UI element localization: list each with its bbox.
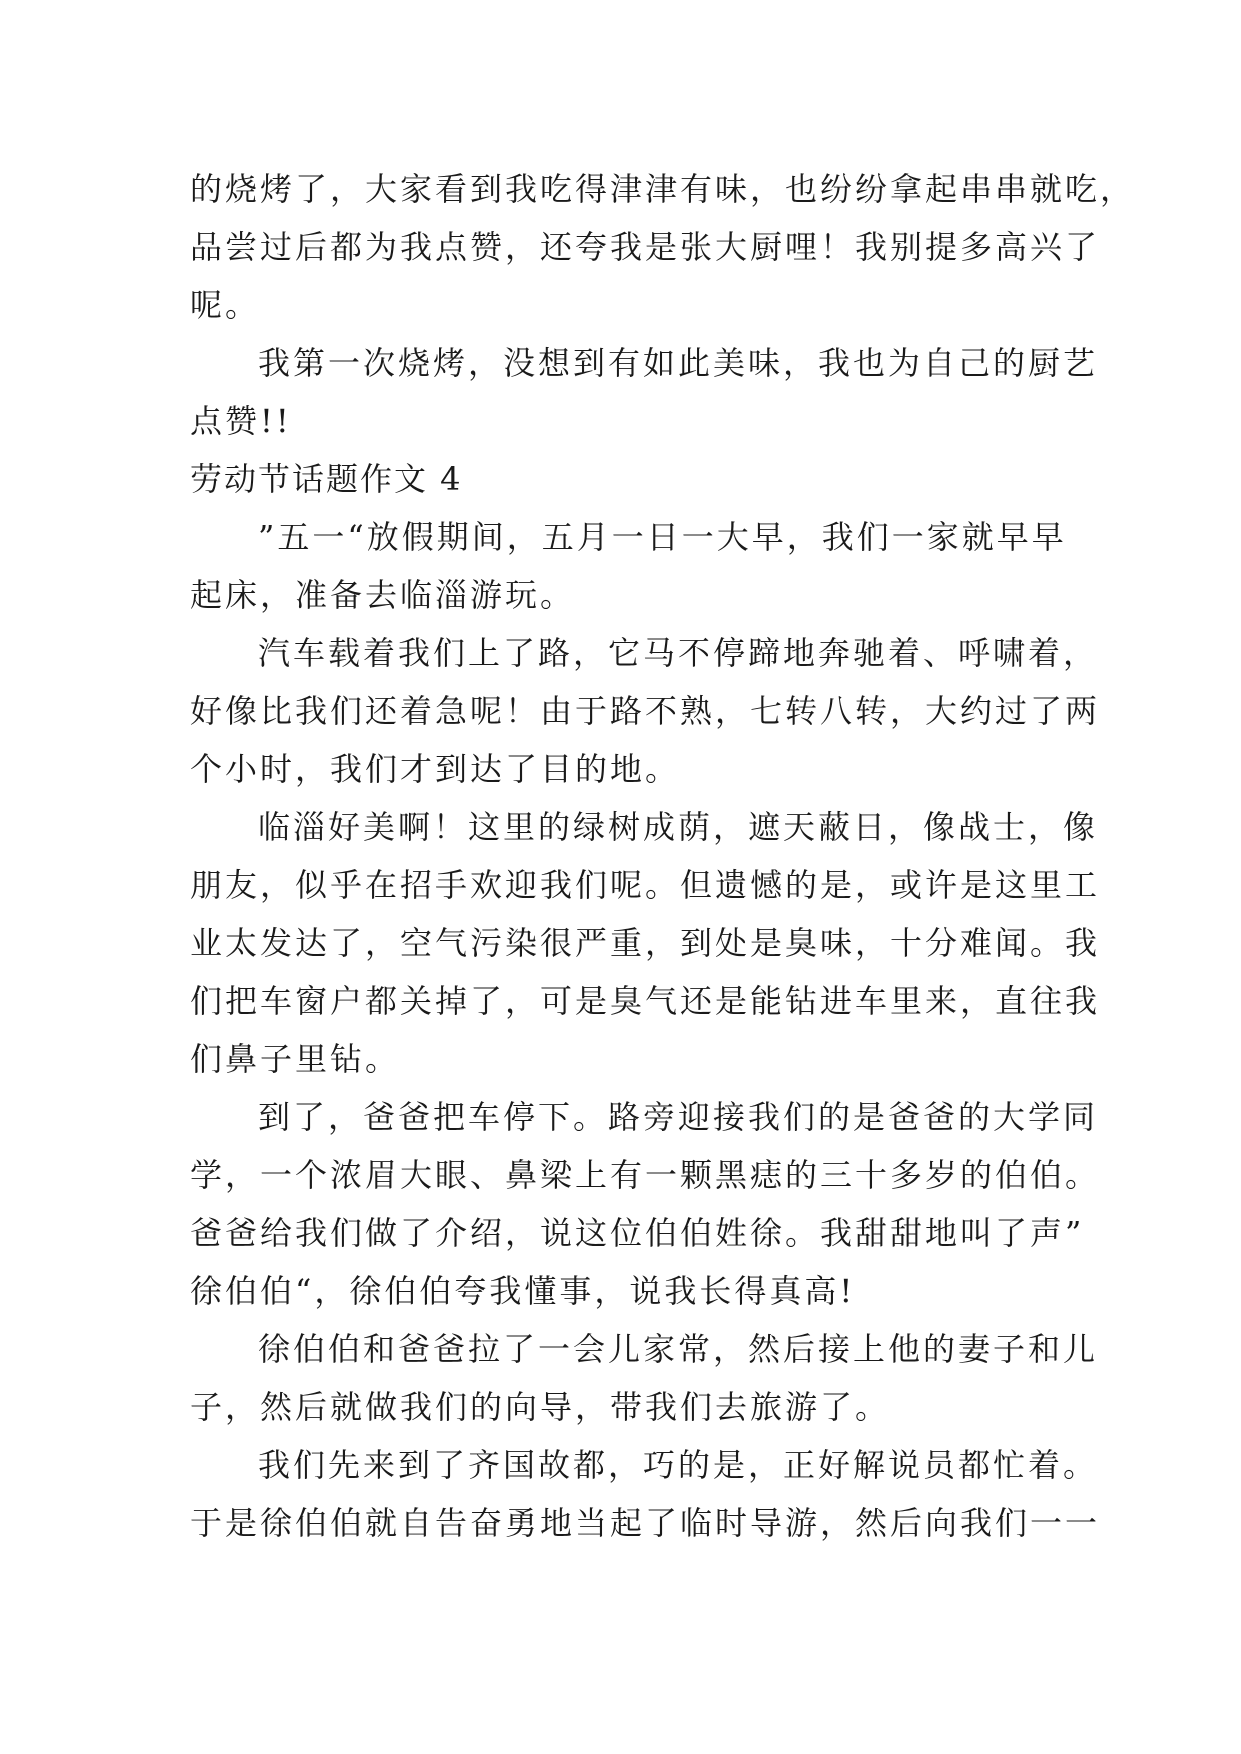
text-line: 爸爸给我们做了介绍，说这位伯伯姓徐。我甜甜地叫了声” bbox=[190, 1214, 1085, 1252]
text-line: 起床，准备去临淄游玩。 bbox=[190, 576, 576, 614]
text-line: 于是徐伯伯就自告奋勇地当起了临时导游，然后向我们一一 bbox=[190, 1504, 1101, 1542]
text-line: 学，一个浓眉大眼、鼻梁上有一颗黑痣的三十多岁的伯伯。 bbox=[190, 1156, 1101, 1194]
text-line: 子，然后就做我们的向导，带我们去旅游了。 bbox=[190, 1388, 891, 1426]
text-line: 好像比我们还着急呢！由于路不熟，七转八转，大约过了两 bbox=[190, 692, 1101, 730]
paragraph-start-line: 临淄好美啊！这里的绿树成荫，遮天蔽日，像战士，像 bbox=[258, 808, 1099, 846]
text-line: 的烧烤了，大家看到我吃得津津有味，也纷纷拿起串串就吃， bbox=[190, 170, 1136, 208]
text-line: 们把车窗户都关掉了，可是臭气还是能钻进车里来，直往我 bbox=[190, 982, 1101, 1020]
text-line: 品尝过后都为我点赞，还夸我是张大厨哩！我别提多高兴了 bbox=[190, 228, 1101, 266]
paragraph-start-line: 汽车载着我们上了路，它马不停蹄地奔驰着、呼啸着， bbox=[258, 634, 1099, 672]
paragraph-start-line: ”五一“放假期间，五月一日一大早，我们一家就早早 bbox=[258, 518, 1067, 556]
section-heading: 劳动节话题作文 4 bbox=[190, 460, 463, 498]
text-line: 呢。 bbox=[190, 286, 261, 324]
text-line: 个小时，我们才到达了目的地。 bbox=[190, 750, 681, 788]
paragraph-start-line: 徐伯伯和爸爸拉了一会儿家常，然后接上他的妻子和儿 bbox=[258, 1330, 1099, 1368]
text-line: 们鼻子里钻。 bbox=[190, 1040, 401, 1078]
text-line: 朋友，似乎在招手欢迎我们呢。但遗憾的是，或许是这里工 bbox=[190, 866, 1101, 904]
paragraph-start-line: 我第一次烧烤，没想到有如此美味，我也为自己的厨艺 bbox=[258, 344, 1099, 382]
paragraph-start-line: 到了，爸爸把车停下。路旁迎接我们的是爸爸的大学同 bbox=[258, 1098, 1099, 1136]
document-body bbox=[190, 160, 1136, 1552]
text-line: 徐伯伯“，徐伯伯夸我懂事，说我长得真高! bbox=[190, 1272, 856, 1310]
paragraph-start-line: 我们先来到了齐国故都，巧的是，正好解说员都忙着。 bbox=[258, 1446, 1099, 1484]
text-line: 点赞!! bbox=[190, 402, 292, 440]
text-line: 业太发达了，空气污染很严重，到处是臭味，十分难闻。我 bbox=[190, 924, 1101, 962]
